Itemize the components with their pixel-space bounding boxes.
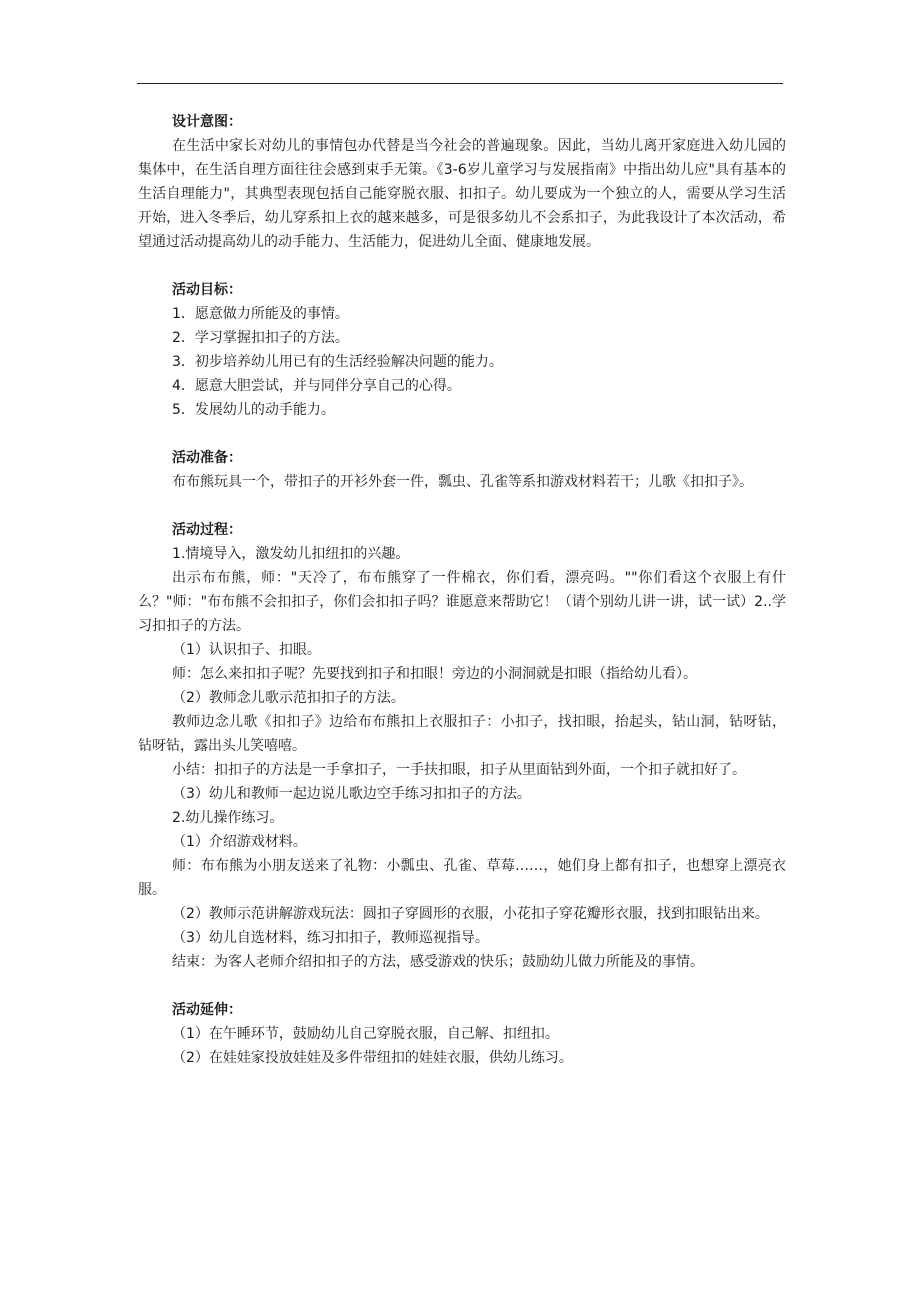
process-substep: （3）幼儿自选材料，练习扣扣子，教师巡视指导。 [172,930,489,946]
process-substep: （2）教师示范讲解游戏玩法：圆扣子穿圆形的衣服，小花扣子穿花瓣形衣服，找到扣眼钻出来。 [172,906,769,922]
goal-item: 3．初步培养幼儿用已有的生活经验解决问题的能力。 [172,354,503,370]
process-step: 2.幼儿操作练习。 [172,810,284,826]
extension-item: （2）在娃娃家投放娃娃及多件带纽扣的娃娃衣服，供幼儿练习。 [172,1050,573,1066]
process-substep: （1）认识扣子、扣眼。 [172,642,321,658]
process-substep: （2）教师念儿歌示范扣扣子的方法。 [172,690,405,706]
goal-item: 1．愿意做力所能及的事情。 [172,306,349,322]
process-paragraph: 师：布布熊为小朋友送来了礼物：小瓢虫、孔雀、草莓……，她们身上都有扣子，也想穿上漂亮衣服。 [138,858,786,898]
header-rule [137,83,783,84]
heading-process: 活动过程： [172,522,242,538]
heading-design-intent: 设计意图： [172,114,242,130]
process-paragraph: 师：怎么来扣扣子呢？先要找到扣子和扣眼！旁边的小洞洞就是扣眼（指给幼儿看）。 [172,666,697,682]
extension-item: （1）在午睡环节，鼓励幼儿自己穿脱衣服，自己解、扣纽扣。 [172,1026,559,1042]
process-step: 1.情境导入，激发幼儿扣纽扣的兴趣。 [172,546,410,562]
design-intent-text: 在生活中家长对幼儿的事情包办代替是当今社会的普遍现象。因此，当幼儿离开家庭进入幼儿园的集体中，在生活自理方面往往会感到束手无策。《3-6岁儿童学习与发展指南》中指出幼儿应"具有基本的生活自理能力"，其典型表现包括自己能穿脱衣服、扣扣子。幼儿要成为一个独立的人，需要从学习生活开始，进入冬季后，幼儿穿系扣上衣的越来越多，可是很多幼儿不会系扣子，为此我设计了本次活动，希望通过活动提高幼儿的动手能力、生活能力，促进幼儿全面、健康地发展。 [138,138,786,250]
process-substep: （3）幼儿和教师一起边说儿歌边空手练习扣扣子的方法。 [172,786,531,802]
goal-item: 2．学习掌握扣扣子的方法。 [172,330,349,346]
goal-item: 4．愿意大胆尝试，并与同伴分享自己的心得。 [172,378,461,394]
process-paragraph: 出示布布熊，师："天冷了，布布熊穿了一件棉衣，你们看，漂亮吗。""你们看这个衣服上有什么？"师："布布熊不会扣扣子，你们会扣扣子吗？谁愿意来帮助它！（请个别幼儿讲一讲，试一试）2..学习扣扣子的方法。 [138,570,786,634]
section-design-intent [138,110,786,254]
preparation-text: 布布熊玩具一个，带扣子的开衫外套一件，瓢虫、孔雀等系扣游戏材料若干；儿歌《扣扣子》。 [172,474,753,490]
process-paragraph: 教师边念儿歌《扣扣子》边给布布熊扣上衣服扣子：小扣子，找扣眼，抬起头，钻山洞，钻呀钻，钻呀钻，露出头儿笑嘻嘻。 [138,714,786,754]
goal-item: 5．发展幼儿的动手能力。 [172,402,335,418]
section-goals [138,278,786,422]
section-extension [138,998,786,1070]
heading-goals: 活动目标： [172,282,242,298]
section-preparation [138,446,786,494]
heading-preparation: 活动准备： [172,450,242,466]
process-substep: （1）介绍游戏材料。 [172,834,307,850]
process-ending: 结束：为客人老师介绍扣扣子的方法，感受游戏的快乐；鼓励幼儿做力所能及的事情。 [172,954,704,970]
heading-extension: 活动延伸： [172,1002,242,1018]
process-summary: 小结：扣扣子的方法是一手拿扣子，一手扶扣眼，扣子从里面钻到外面，一个扣子就扣好了。 [172,762,746,778]
document-body [138,110,786,1094]
section-process [138,518,786,974]
